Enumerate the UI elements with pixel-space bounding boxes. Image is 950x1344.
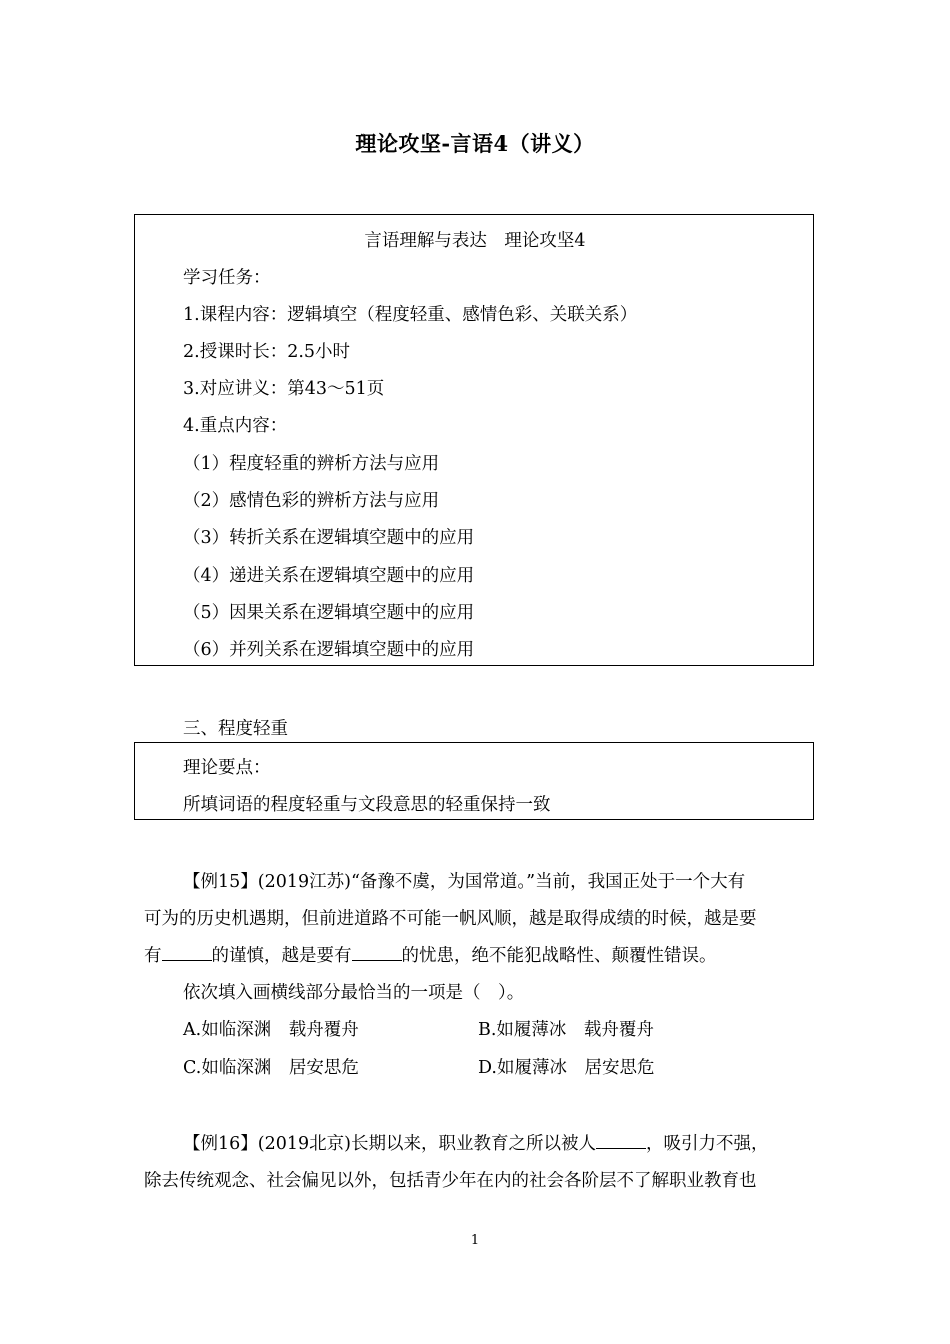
- section-heading: 三、程度轻重: [183, 719, 288, 739]
- task-line-key: 4.重点内容：: [183, 416, 288, 436]
- key-point-3: （3）转折关系在逻辑填空题中的应用: [183, 528, 475, 548]
- key-point-6: （6）并列关系在逻辑填空题中的应用: [183, 640, 475, 660]
- example15-line3-part1: 有: [144, 946, 162, 966]
- option-b: B.如履薄冰 载舟覆舟: [478, 1020, 654, 1040]
- example16-line2: 除去传统观念、社会偏见以外，包括青少年在内的社会各阶层不了解职业教育也: [144, 1171, 757, 1191]
- example15-line2: 可为的历史机遇期，但前进道路不可能一帆风顺，越是取得成绩的时候，越是要: [144, 909, 757, 929]
- option-c: C.如临深渊 居安思危: [183, 1058, 359, 1078]
- answer-blank-1: [162, 959, 212, 961]
- example15-line3-part2: 的谨慎，越是要有: [211, 946, 352, 966]
- task-line-course: 1.课程内容：逻辑填空（程度轻重、感情色彩、关联关系）: [183, 305, 638, 325]
- key-point-5: （5）因果关系在逻辑填空题中的应用: [183, 603, 475, 623]
- page-number: 1: [470, 1233, 480, 1248]
- example16-line1-part1: 【例16】(2019北京)长期以来，职业教育之所以被人: [183, 1134, 596, 1154]
- page-title: 理论攻坚-言语4（讲义）: [355, 131, 595, 156]
- task-line-duration: 2.授课时长：2.5小时: [183, 342, 351, 362]
- answer-blank-2: [352, 959, 402, 961]
- answer-blank-3: [596, 1147, 646, 1149]
- theory-label: 理论要点：: [183, 758, 271, 778]
- example15-line1: 【例15】(2019江苏)“备豫不虞，为国常道。”当前，我国正处于一个大有: [183, 872, 746, 892]
- theory-text: 所填词语的程度轻重与文段意思的轻重保持一致: [183, 795, 551, 815]
- example15-line3-part3: 的忧患，绝不能犯战略性、颠覆性错误。: [401, 946, 717, 966]
- example15-line3: [144, 942, 717, 967]
- task-heading: 学习任务：: [183, 268, 271, 288]
- option-d: D.如履薄冰 居安思危: [478, 1058, 655, 1078]
- example15-question: 依次填入画横线部分最恰当的一项是（ ）。: [183, 983, 525, 1003]
- option-a: A.如临深渊 载舟覆舟: [183, 1020, 359, 1040]
- example16-line1-part2: ，吸引力不强，: [645, 1134, 769, 1154]
- key-point-2: （2）感情色彩的辨析方法与应用: [183, 491, 440, 511]
- key-point-4: （4）递进关系在逻辑填空题中的应用: [183, 566, 475, 586]
- task-box-header: 言语理解与表达 理论攻坚4: [364, 231, 586, 251]
- task-line-pages: 3.对应讲义：第43～51页: [183, 379, 385, 399]
- key-point-1: （1）程度轻重的辨析方法与应用: [183, 454, 440, 474]
- example16-line1: [183, 1130, 768, 1155]
